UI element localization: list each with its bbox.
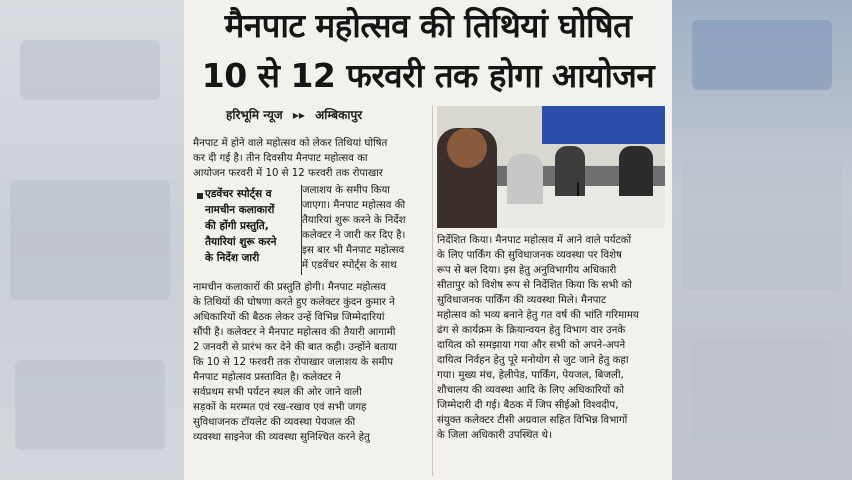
text-line: व्यवस्था साइनेज की व्यवस्था सुनिश्चित करने हेतु (193, 432, 370, 443)
left-column-top (193, 136, 429, 181)
text-line: सीतापुर को विशेष रूप से निर्देशित किया कि सभी को (437, 280, 632, 291)
headline-line-1: मैनपाट महोत्सव की तिथियां घोषित (224, 6, 632, 45)
text-line: जाएगा। मैनपाट महोत्सव की (302, 200, 406, 211)
text-line: सड़कों के मरम्मत एवं रख-रखाव एवं सभी जगह (193, 402, 367, 413)
text-line: कि 10 से 12 फरवरी तक रोपाखार जलाशय के समीप (193, 357, 394, 368)
microphone-icon (577, 182, 579, 196)
right-column (437, 233, 665, 443)
blurred-shape (682, 160, 842, 290)
left-column-bottom (193, 280, 429, 445)
square-bullet-icon (197, 193, 203, 199)
photo-screen (542, 106, 665, 144)
text-line: के लिए पार्किंग की सुविधाजनक व्यवस्था पर विशेष (437, 250, 622, 261)
text-line: महोत्सव को भव्य बनाने हेतु गत वर्ष की भांति गरिमामय (437, 310, 639, 321)
text-line: आयोजन फरवरी में 10 से 12 फरवरी तक रोपाखार (193, 168, 383, 179)
photo-person (555, 146, 585, 196)
sidebox-line: की होंगी प्रस्तुति, (205, 220, 269, 232)
blurred-shape (692, 20, 832, 90)
column-divider (432, 106, 433, 476)
highlight-sidebox (193, 185, 302, 275)
text-line: शौचालय की व्यवस्था आदि के लिए अधिकारियों को (437, 385, 625, 396)
left-column-narrow (302, 183, 430, 273)
byline-place: अम्बिकापुर (315, 108, 363, 122)
text-line: जलाशय के समीप किया (302, 185, 390, 196)
sidebox-line: तैयारियां शुरू करने (205, 236, 277, 248)
blurred-shape (10, 180, 170, 300)
text-line: रूप से बल दिया। इस हेतु अनुविभागीय अधिकारी (437, 265, 617, 276)
byline-source: हरिभूमि न्यूज (226, 108, 283, 122)
text-line: के जिला अधिकारी उपस्थित थे। (437, 430, 552, 441)
byline (226, 106, 362, 123)
text-line: जिम्मेदारी दी गई। बैठक में जिप सीईओ विश्वदीप, (437, 400, 619, 411)
text-line: गया। मुख्य मंच, हेलीपेड, पार्किंग, पेयजल, बिजली, (437, 370, 624, 381)
text-line: 2 जनवरी से प्रारंभ कर देने की बात कही। उन्होंने बताया (193, 342, 397, 353)
byline-arrow-icon: ▸▸ (292, 108, 305, 122)
photo-person-head (447, 128, 487, 168)
text-line: निर्देशित किया। मैनपाट महोत्सव में आने वाले पर्यटकों (437, 235, 632, 246)
headline-line-2: 10 से 12 फरवरी तक होगा आयोजन (201, 56, 655, 95)
blurred-background-left (0, 0, 184, 480)
text-line: दायित्व को समझाया गया और सभी को अपने-अपने (437, 340, 626, 351)
text-line: कलेक्टर ने जारी कर दिए है। (302, 230, 406, 241)
text-line: ढंग से कार्यक्रम के क्रियान्वयन हेतु विभाग वार उनके (437, 325, 626, 336)
sidebox-line: एडवेंचर स्पोर्ट्स व (205, 188, 272, 200)
sidebox-line: नामचीन कलाकारों (205, 204, 275, 216)
text-line: सुविधाजनक पार्किंग की व्यवस्था मिले। मैनपाट (437, 295, 607, 306)
text-line: के तिथियों की घोषणा करते हुए कलेक्टर कुंदन कुमार ने (193, 297, 395, 308)
text-line: संयुक्त कलेक्टर टीसी अग्रवाल सहित विभिन्न विभागों (437, 415, 628, 426)
photo-person (507, 154, 543, 204)
text-line: मैनपाट महोत्सव प्रस्तावित है। कलेक्टर ने (193, 372, 341, 383)
blurred-shape (15, 360, 165, 450)
text-line: सुविधाजनक टॉयलेट की व्यवस्था पेयजल की (193, 417, 356, 428)
text-line: अधिकारियों की बैठक लेकर उन्हें विभिन्न जिम्मेदारियां (193, 312, 385, 323)
photo-person (619, 146, 653, 196)
sidebox-line: के निर्देश जारी (205, 252, 260, 264)
blurred-shape (20, 40, 160, 100)
text-line: नामचीन कलाकारों की प्रस्तुति होगी। मैनपाट महोत्सव (193, 282, 386, 293)
meeting-photo (437, 106, 665, 228)
text-line: सर्वप्रथम सभी पर्यटन स्थल की ओर जाने वाली (193, 387, 362, 398)
text-line: इस बार भी मैनपाट महोत्सव (302, 245, 405, 256)
text-line: कर दी गई है। तीन दिवसीय मैनपाट महोत्सव का (193, 153, 368, 164)
text-line: दायित्व निर्वहन हेतु पूरे मनोयोग से जुट जाने हेतु कहा (437, 355, 629, 366)
text-line: तैयारियां शुरू करने के निर्देश (302, 215, 406, 226)
text-line: सौंपी है। कलेक्टर ने मैनपाट महोत्सव की तैयारी आगामी (193, 327, 396, 338)
blurred-shape (692, 340, 832, 440)
blurred-background-right (672, 0, 852, 480)
newspaper-clipping (184, 0, 672, 480)
text-line: में एडवेंचर स्पोर्ट्स के साथ (302, 260, 397, 271)
text-line: मैनपाट में होने वाले महोत्सव को लेकर तिथियां घोषित (193, 138, 388, 149)
